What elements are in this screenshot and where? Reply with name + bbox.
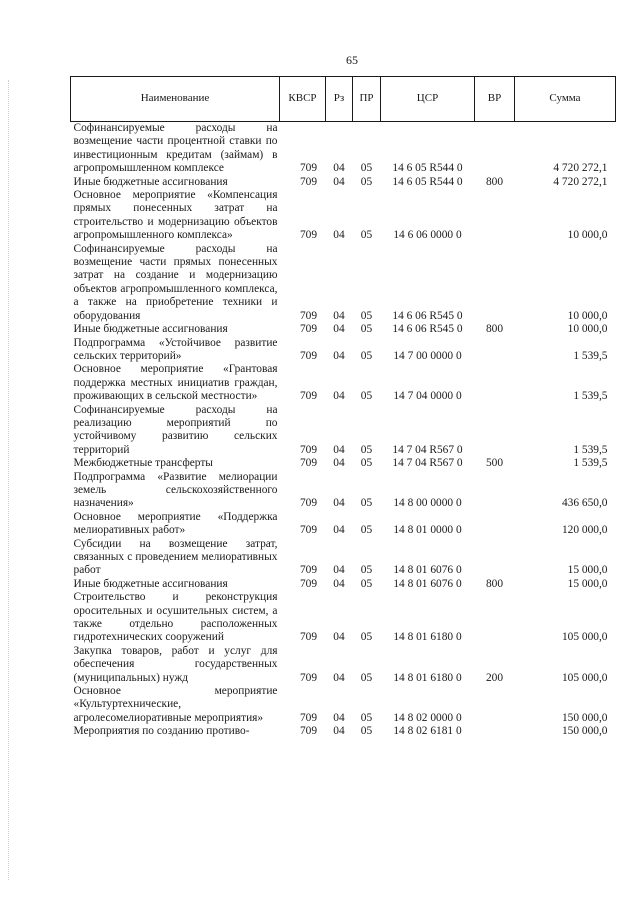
cell-rz: 04 [333,229,345,242]
cell-csr: 14 8 01 6076 0 [393,577,462,590]
cell-sum: 4 720 272,1 [553,175,608,188]
cell-rz: 04 [333,497,345,510]
cell-vr [475,511,515,538]
cell-vr: 800 [485,323,504,336]
cell-pr: 05 [360,175,373,188]
cell-rz: 04 [333,457,345,470]
cell-sum: 15 000,0 [567,577,608,590]
cell-vr [475,685,515,725]
table-row [71,243,616,323]
table-row [71,122,616,176]
cell-name: Закупка товаров, работ и услуг для обеспечения государственных (муниципальных) нужд [73,644,278,684]
table-row [71,578,616,591]
cell-sum: 1 539,5 [573,443,608,456]
cell-vr [475,591,515,645]
cell-kvsr: 709 [299,524,318,537]
cell-vr [475,363,515,403]
table-row [71,337,616,364]
cell-rz: 04 [333,323,345,336]
cell-sum: 150 000,0 [561,711,608,724]
cell-rz: 04 [333,309,345,322]
table-row [71,471,616,511]
cell-vr: 800 [485,175,504,188]
header-name: Наименование [71,77,280,122]
table-row [71,591,616,645]
table-row [71,645,616,685]
cell-csr: 14 7 00 0000 0 [393,349,462,362]
cell-vr [475,337,515,364]
cell-sum: 15 000,0 [567,564,608,577]
cell-pr: 05 [360,564,373,577]
cell-vr: 500 [485,457,504,470]
cell-kvsr: 709 [299,390,318,403]
cell-kvsr: 709 [299,323,318,336]
cell-name: Иные бюджетные ассигнования [73,175,228,188]
cell-name: Подпрограмма «Устойчивое развитие сельских территорий» [73,336,278,362]
cell-csr: 14 6 06 R545 0 [392,323,463,336]
cell-vr [475,471,515,511]
cell-vr [475,189,515,243]
budget-table [70,76,616,739]
header-kvsr: КВСР [280,77,326,122]
header-csr: ЦСР [381,77,475,122]
cell-name: Подпрограмма «Развитие мелиорации земель сельскохозяйственного назначения» [73,470,278,510]
cell-name: Основное мероприятие «Компенсация прямых понесенных затрат на строительство и модернизацию объектов агропромышленного комплекса» [73,189,278,242]
cell-name: Софинансируемые расходы на реализацию мероприятий по устойчивому развитию сельских территорий [73,403,278,456]
cell-kvsr: 709 [299,175,318,188]
cell-rz: 04 [333,162,345,175]
table-row [71,725,616,738]
cell-csr: 14 7 04 R567 0 [392,457,463,470]
cell-vr: 800 [485,577,504,590]
cell-name: Основное мероприятие «Поддержка мелиоративных работ» [73,510,278,537]
table-row [71,538,616,578]
cell-kvsr: 709 [299,443,318,456]
cell-vr: 200 [485,671,504,684]
cell-name: Иные бюджетные ассигнования [73,323,228,336]
cell-vr [475,243,515,323]
table-row [71,363,616,403]
cell-sum: 10 000,0 [567,229,608,242]
table-row [71,457,616,470]
cell-kvsr: 709 [299,564,318,577]
header-sum: Сумма [515,77,616,122]
table-row [71,323,616,336]
cell-sum: 436 650,0 [561,497,608,510]
header-rz: Рз [326,77,353,122]
table-row [71,189,616,243]
cell-rz: 04 [333,443,345,456]
cell-rz: 04 [333,725,345,738]
cell-rz: 04 [333,524,345,537]
cell-sum: 120 000,0 [561,524,608,537]
left-margin-dots [8,80,10,880]
cell-csr: 14 6 05 R544 0 [392,175,463,188]
cell-kvsr: 709 [299,631,318,644]
cell-csr: 14 6 06 R545 0 [392,309,463,322]
table-row [71,511,616,538]
cell-csr: 14 8 01 6180 0 [393,671,462,684]
cell-name: Иные бюджетные ассигнования [73,577,228,590]
cell-pr: 05 [360,711,373,724]
cell-pr: 05 [360,497,373,510]
cell-vr [475,725,515,738]
cell-kvsr: 709 [299,497,318,510]
cell-name: Межбюджетные трансферты [73,457,213,470]
cell-name: Субсидии на возмещение затрат, связанных с проведением мелиоративных работ [73,537,278,577]
cell-pr: 05 [360,229,373,242]
cell-pr: 05 [360,725,373,738]
cell-kvsr: 709 [299,457,318,470]
cell-name: Софинансируемые расходы на возмещение части процентной ставки по инвестиционным кредитам (займам) в агропромышленном комплексе [73,122,278,175]
cell-name: Мероприятия по созданию противо- [73,725,250,738]
cell-csr: 14 8 01 6076 0 [393,564,462,577]
cell-rz: 04 [333,175,345,188]
cell-csr: 14 7 04 R567 0 [392,443,463,456]
cell-pr: 05 [360,524,373,537]
cell-pr: 05 [360,349,373,362]
cell-name: Основное мероприятие «Культуртехнические, агролесомелиоративные мероприятия» [73,685,278,724]
cell-pr: 05 [360,443,373,456]
table-header [71,77,616,122]
cell-csr: 14 8 01 6180 0 [393,631,462,644]
cell-sum: 105 000,0 [561,631,608,644]
cell-pr: 05 [360,457,373,470]
cell-csr: 14 6 05 R544 0 [392,162,463,175]
cell-rz: 04 [333,564,345,577]
cell-sum: 1 539,5 [573,390,608,403]
cell-csr: 14 7 04 0000 0 [393,390,462,403]
page-number: 65 [346,53,358,67]
cell-rz: 04 [333,671,345,684]
cell-name: Софинансируемые расходы на возмещение части прямых понесенных затрат на создание и модернизацию объектов агропромышленного комплекса, а также на приобретение техники и оборудования [73,242,278,322]
table-row [71,685,616,725]
cell-rz: 04 [333,349,345,362]
cell-csr: 14 8 00 0000 0 [393,497,462,510]
cell-kvsr: 709 [299,349,318,362]
cell-kvsr: 709 [299,162,318,175]
cell-name: Строительство и реконструкция оросительных и осушительных систем, а также отдельно расположенных гидротехнических сооружений [73,591,278,644]
table-body [71,122,616,739]
cell-csr: 14 8 01 0000 0 [393,524,462,537]
cell-kvsr: 709 [299,229,318,242]
cell-vr [475,404,515,458]
cell-pr: 05 [360,631,373,644]
cell-pr: 05 [360,577,373,590]
cell-sum: 10 000,0 [567,323,608,336]
cell-pr: 05 [360,323,373,336]
cell-sum: 4 720 272,1 [553,162,608,175]
cell-sum: 1 539,5 [573,457,608,470]
cell-vr [475,538,515,578]
cell-csr: 14 8 02 6181 0 [393,725,462,738]
cell-pr: 05 [360,309,373,322]
cell-rz: 04 [333,390,345,403]
table-row [71,176,616,189]
cell-sum: 1 539,5 [573,349,608,362]
cell-vr [475,122,515,176]
cell-kvsr: 709 [299,711,318,724]
table-row [71,404,616,458]
cell-sum: 10 000,0 [567,309,608,322]
cell-rz: 04 [333,577,345,590]
cell-name: Основное мероприятие «Грантовая поддержка местных инициатив граждан, проживающих в сельской местности» [73,363,278,403]
cell-pr: 05 [360,671,373,684]
header-pr: ПР [353,77,381,122]
cell-kvsr: 709 [299,577,318,590]
cell-rz: 04 [333,631,345,644]
cell-pr: 05 [360,162,373,175]
cell-sum: 105 000,0 [561,671,608,684]
cell-kvsr: 709 [299,725,318,738]
cell-kvsr: 709 [299,671,318,684]
cell-pr: 05 [360,390,373,403]
cell-rz: 04 [333,711,345,724]
cell-csr: 14 8 02 0000 0 [393,711,462,724]
cell-sum: 150 000,0 [561,725,608,738]
cell-csr: 14 6 06 0000 0 [393,229,462,242]
cell-kvsr: 709 [299,309,318,322]
header-vr: ВР [475,77,515,122]
